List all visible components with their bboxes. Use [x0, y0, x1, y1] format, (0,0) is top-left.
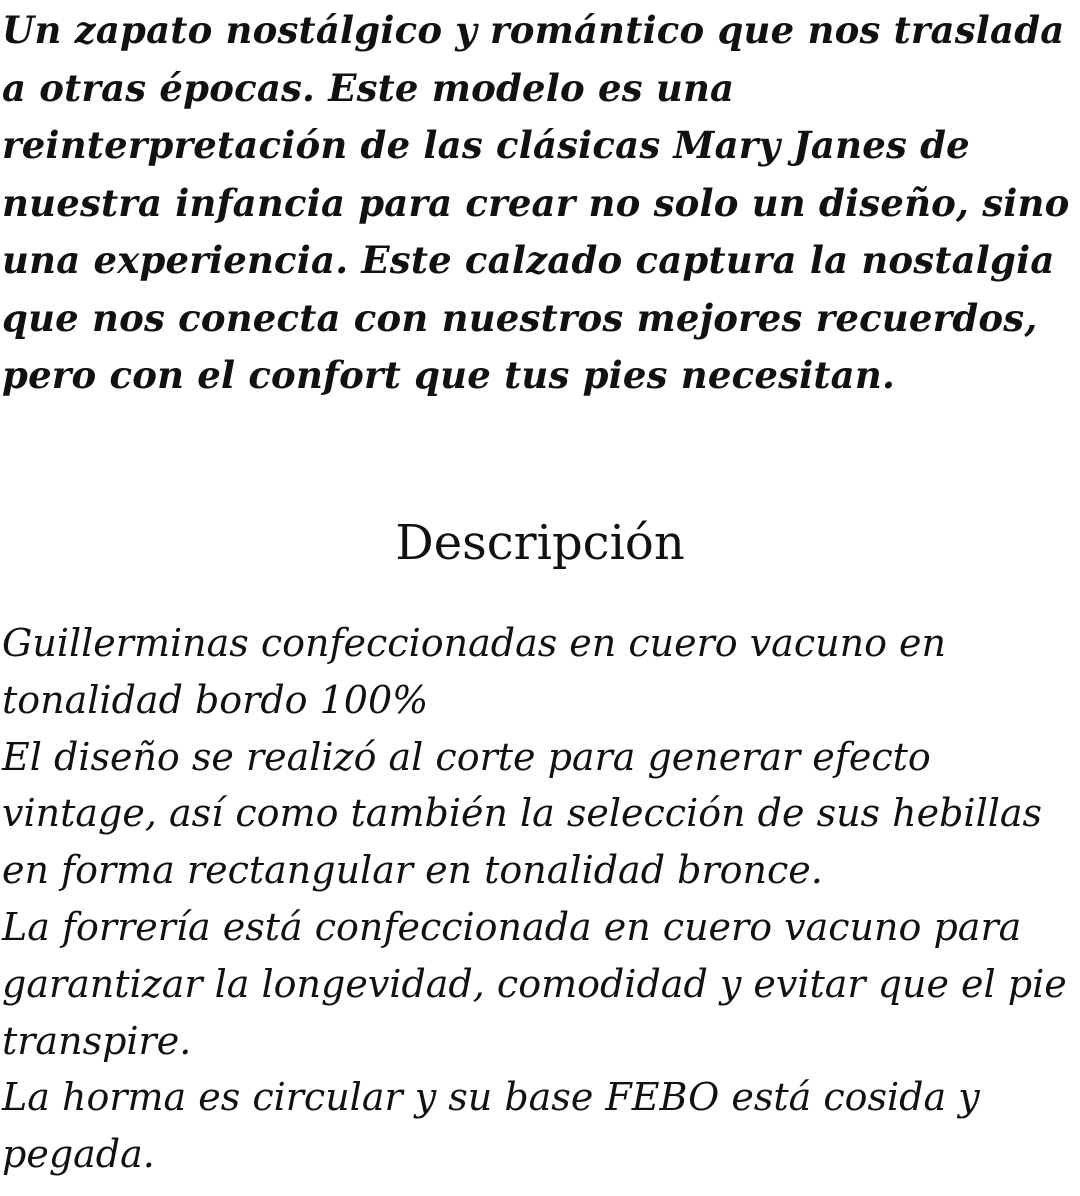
- description-body: [2, 615, 1076, 1183]
- description-heading: Descripción: [395, 515, 685, 571]
- description-paragraph-lining: La forrería está confeccionada en cuero vacuno para garantizar la longevidad, comodidad y evitar que el pie transpire.: [2, 904, 1067, 1063]
- description-paragraph-design: El diseño se realizó al corte para generar efecto vintage, así como también la selección de sus hebillas en forma rectangular en tonalidad bronce.: [2, 734, 1043, 893]
- description-paragraph-material: Guillerminas confeccionadas en cuero vacuno en tonalidad bordo 100%: [2, 621, 946, 722]
- intro-paragraph: Un zapato nostálgico y romántico que nos traslada a otras épocas. Este modelo es una reinterpretación de las clásicas Mary Janes de nuestra infancia para crear no solo un diseño, sino una experiencia. Este calzado captura la nostalgia que nos conecta con nuestros mejores recuerdos, pero con el confort que tus pies necesitan.: [2, 8, 1070, 397]
- description-paragraph-last: La horma es circular y su base FEBO está cosida y pegada.: [2, 1075, 980, 1177]
